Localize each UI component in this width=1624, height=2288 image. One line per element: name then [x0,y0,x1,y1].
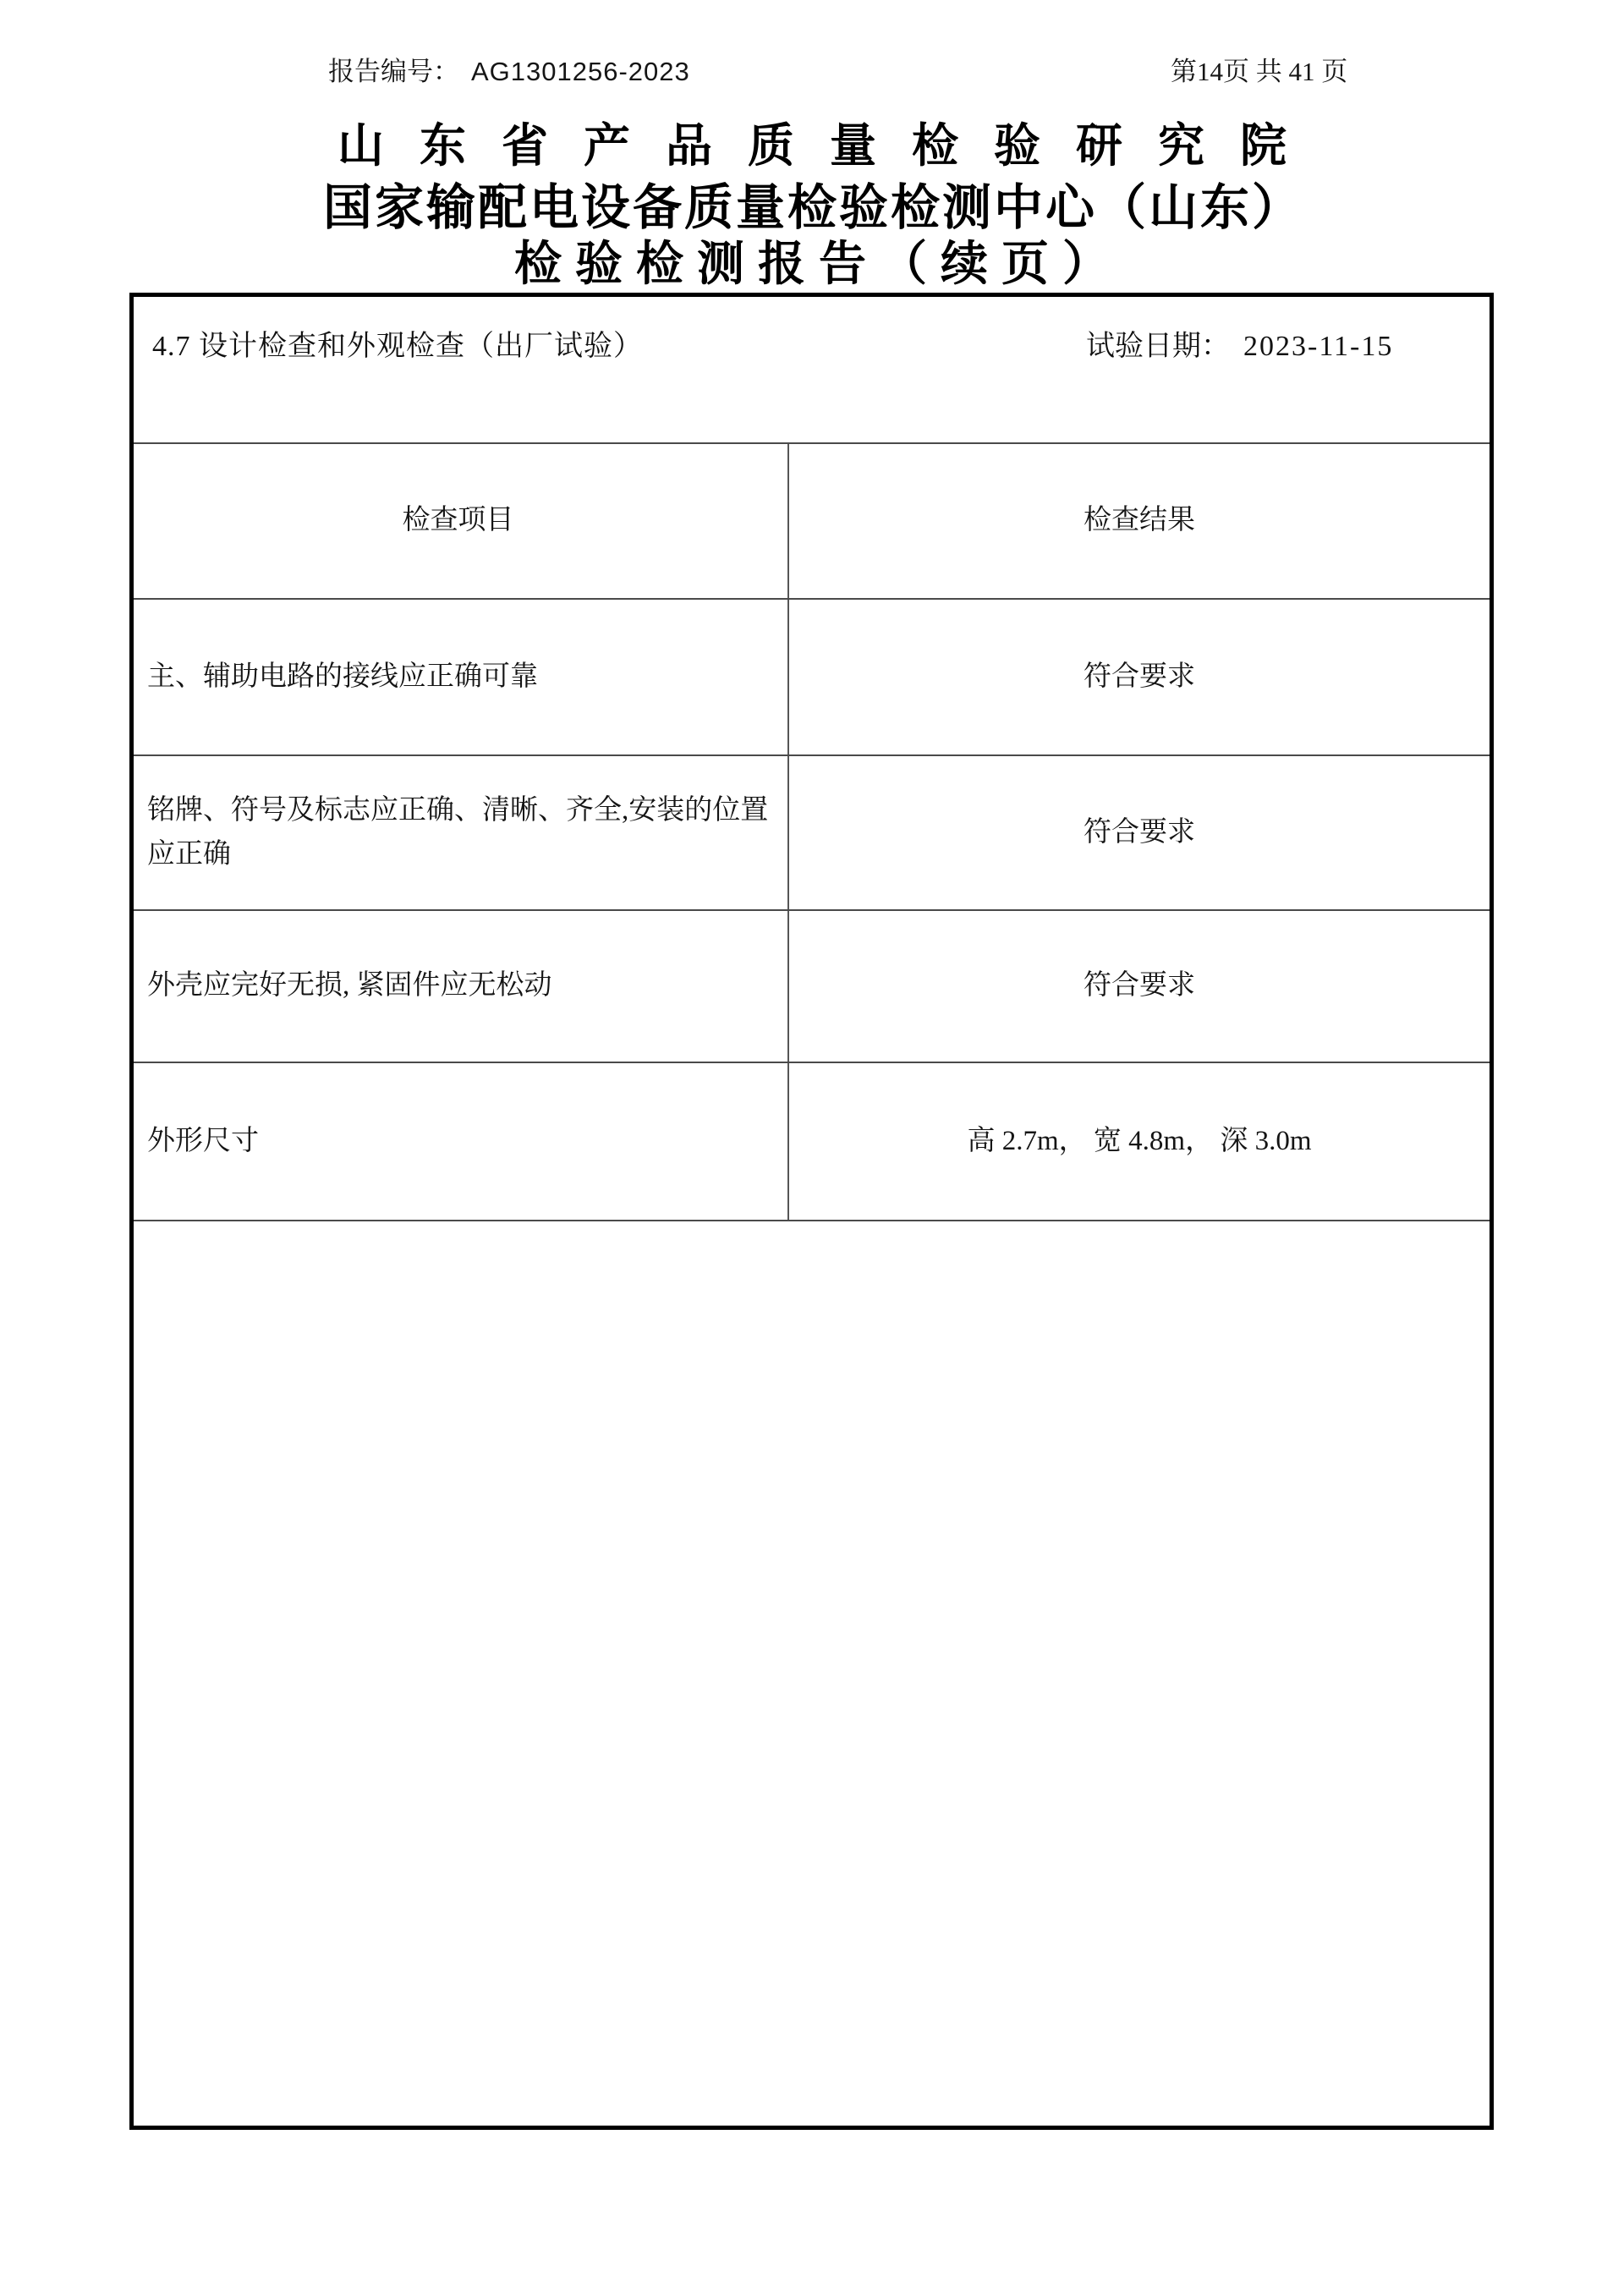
empty-area [134,1220,1490,2126]
check-result-cell: 符合要求 [1084,661,1195,692]
test-date-label: 试验日期： [1086,331,1230,362]
test-date-value: 2023-11-15 [1243,331,1394,362]
page-indicator: 第14页 共 41 页 [1171,57,1348,86]
institute-title: 山东省产品质量检验研究院 [337,119,1322,172]
table-row [134,598,1490,754]
report-number-label: 报告编号： [328,57,459,86]
table-row [134,754,1490,909]
section-caption-row [134,297,1490,442]
column-header-result: 检查结果 [1084,505,1195,536]
table-row [134,1062,1490,1220]
check-result-cell: 符合要求 [1084,816,1195,848]
table-header-row [134,442,1490,598]
test-date [1086,322,1393,364]
check-result-cell: 高 2.7m， 宽 4.8m， 深 3.0m [967,1125,1312,1156]
column-header-item: 检查项目 [134,444,789,598]
inspection-table [129,293,1494,2130]
check-result-cell: 符合要求 [1084,970,1195,1001]
report-title: 检验检测报告（续页） [514,237,1123,290]
check-item-cell: 外壳应完好无损, 紧固件应无松动 [134,911,789,1062]
center-title: 国家输配电设备质量检验检测中心（山东） [322,180,1303,235]
check-item-cell: 铭牌、符号及标志应正确、清晰、齐全,安装的位置应正确 [134,756,789,909]
report-number-line [328,56,690,88]
check-item-cell: 主、辅助电路的接线应正确可靠 [134,600,789,754]
section-caption: 4.7 设计检查和外观检查（出厂试验） [152,331,643,362]
table-row [134,909,1490,1062]
report-number-value: AG1301256-2023 [471,57,690,86]
check-item-cell: 外形尺寸 [134,1063,789,1220]
